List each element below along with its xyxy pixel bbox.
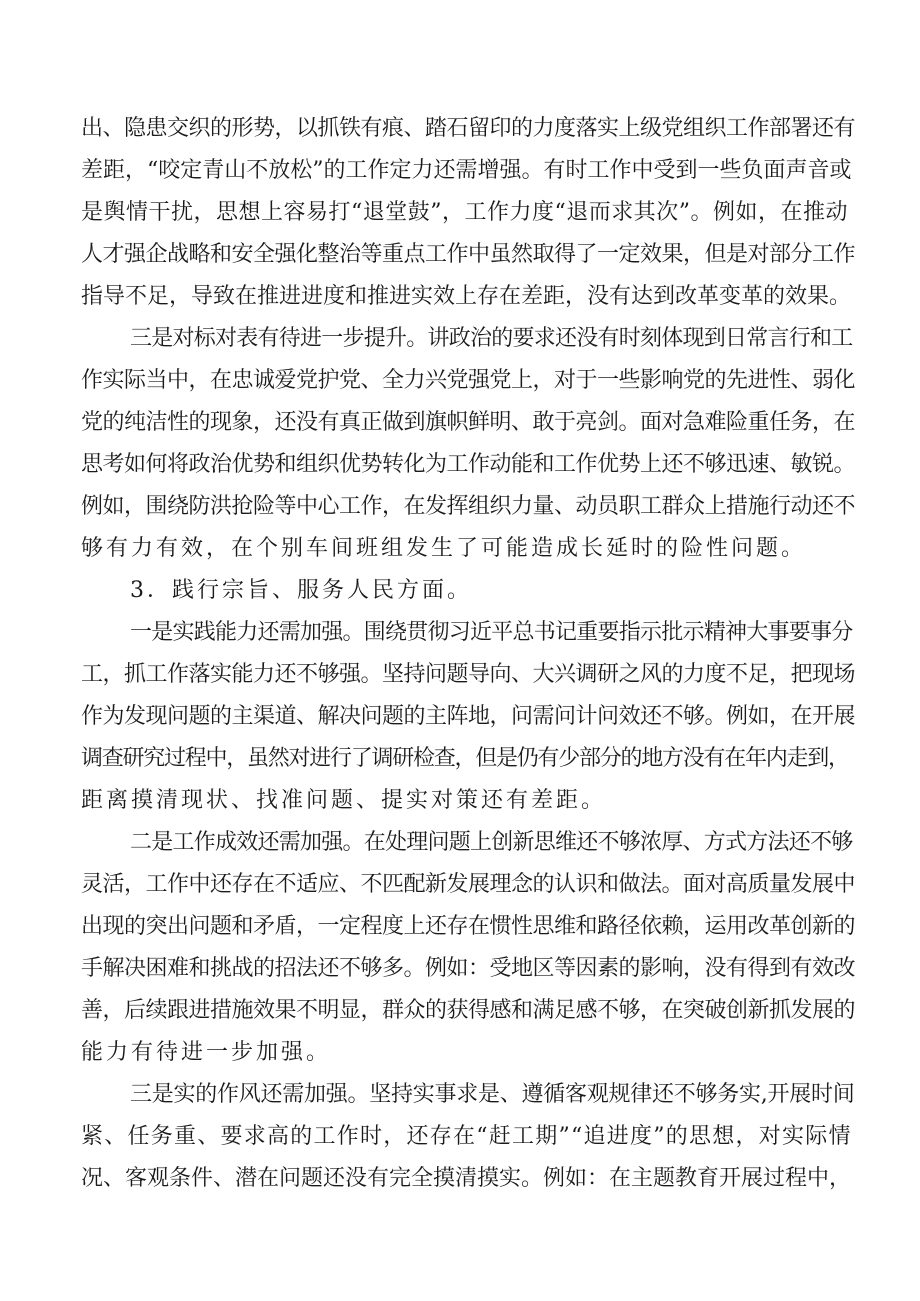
text-line: 二是工作成效还需加强。在处理问题上创新思维还不够浓厚、方式方法还不够 (130, 830, 853, 855)
text-line: 思考如何将政治优势和组织优势转化为工作动能和工作优势上还不够迅速、敏锐。 (81, 452, 856, 477)
text-line: 作实际当中，在忠诚爱党护党、全力兴党强党上，对于一些影响党的先进性、弱化 (81, 368, 856, 393)
section-heading: 3．践行宗旨、服务人民方面。 (130, 578, 472, 603)
text-line: 是舆情干扰，思想上容易打“退堂鼓”，工作力度“退而求其次”。例如，在推动 (81, 200, 848, 225)
text-line: 紧、任务重、要求高的工作时，还存在“赶工期”“追进度”的思想，对实际情 (81, 1124, 852, 1149)
text-line: 作为发现问题的主渠道、解决问题的主阵地，问需问计问效还不够。例如，在开展 (81, 704, 856, 729)
text-line: 三是对标对表有待进一步提升。讲政治的要求还没有时刻体现到日常言行和工 (130, 326, 853, 351)
text-line: 差距，“咬定青山不放松”的工作定力还需增强。有时工作中受到一些负面声音或 (81, 158, 852, 183)
text-line: 调查研究过程中，虽然对进行了调研检查，但是仍有少部分的地方没有在年内走到， (81, 746, 849, 771)
text-line: 况、客观条件、潜在问题还没有完全摸清摸实。例如：在主题教育开展过程中， (81, 1166, 852, 1191)
text-line: 善，后续跟进措施效果不明显，群众的获得感和满足感不够，在突破创新抓发展的 (81, 998, 856, 1023)
text-line: 一是实践能力还需加强。围绕贯彻习近平总书记重要指示批示精神大事要事分 (130, 620, 853, 645)
text-line: 工，抓工作落实能力还不够强。坚持问题导向、大兴调研之风的力度不足，把现场 (81, 662, 856, 687)
text-line: 例如，围绕防洪抢险等中心工作，在发挥组织力量、动员职工群众上措施行动还不 (81, 494, 856, 519)
text-line: 够有力有效，在个别车间班组发生了可能造成长延时的险性问题。 (81, 536, 807, 561)
text-line: 指导不足，导致在推进进度和推进实效上存在差距，没有达到改革变革的效果。 (81, 284, 852, 309)
text-line: 能力有待进一步加强。 (81, 1040, 332, 1065)
text-line: 人才强企战略和安全强化整治等重点工作中虽然取得了一定效果，但是对部分工作 (81, 242, 856, 267)
text-line: 距离摸清现状、找准问题、提实对策还有差距。 (81, 788, 607, 813)
text-line: 手解决困难和挑战的招法还不够多。例如：受地区等因素的影响，没有得到有效改 (81, 956, 856, 981)
text-line: 出现的突出问题和矛盾，一定程度上还存在惯性思维和路径依赖，运用改革创新的 (81, 914, 856, 939)
text-line: 三是实的作风还需加强。坚持实事求是、遵循客观规律还不够务实,开展时间 (130, 1082, 855, 1107)
text-line: 出、隐患交织的形势，以抓铁有痕、踏石留印的力度落实上级党组织工作部署还有 (81, 116, 856, 141)
text-line: 灵活，工作中还存在不适应、不匹配新发展理念的认识和做法。面对高质量发展中 (81, 872, 856, 897)
text-line: 党的纯洁性的现象，还没有真正做到旗帜鲜明、敢于亮剑。面对急难险重任务，在 (81, 410, 856, 435)
